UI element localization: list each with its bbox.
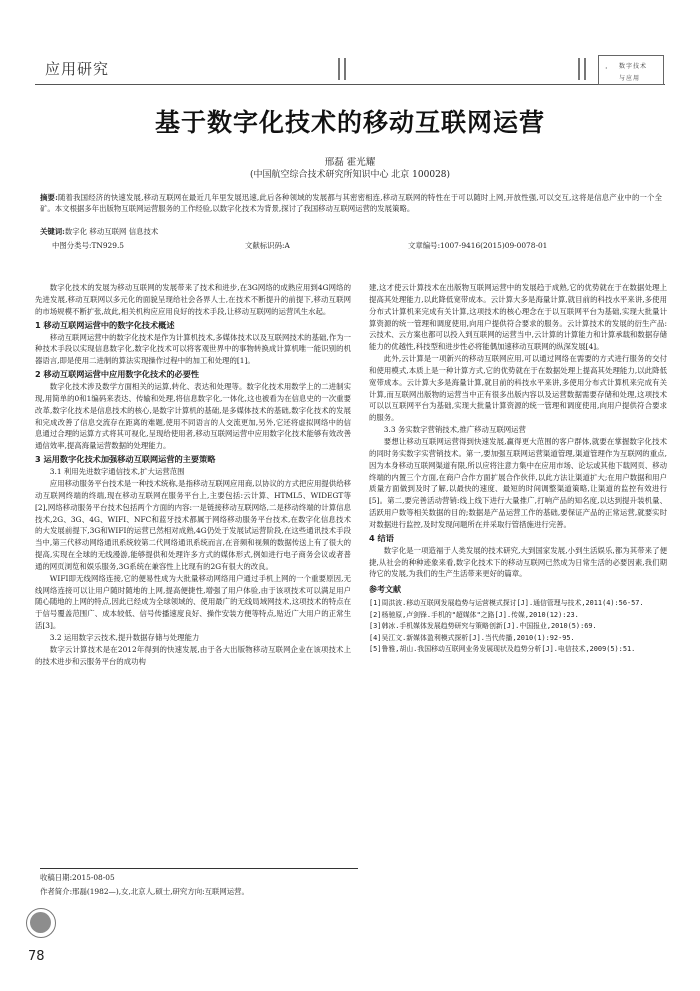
body-paragraph: 建,这才使云计算技术在出版物互联网运营中的发展趋于成熟,它的优势就在于在数据处理上提高其处理能力,以此降低宽带成本。云计算大多是海量计算,就目前的科技水平来讲,多使用分布式计算机来完成有关计算,这项技术的核心理念在于以互联网平台为基础,实现大批量计算资源的统一管理和调度使用,向用户提供符合要求的服务。云计算技术的发展的衍生产品:云技术、云方案也都可以投入到互联网的运营当中,云计算的计算能力和计算承载和数据存储能力的优越性,科技型和进步性必将能偶加速移动互联网的纵深发展[4]。	[369, 283, 667, 352]
page-number: 78	[28, 949, 45, 964]
authors: 邢磊 霍光耀	[324, 157, 376, 168]
abstract-text: 随着我国经济的快速发展,移动互联网在最近几年里发展迅速,此后各种领域的发展都与其密密相连,移动互联网的特性在于可以随时上网,开放性强,可以交互,这将是信息产业中的一个全矿。本文根据多年出版物互联网运营服务的工作经验,以数字化技术为背景,探讨了我国移动互联网运营的发展策略。	[40, 193, 662, 213]
intro-paragraph: 数字化技术的发展为移动互联网的发展带来了技术和进步,在3G网络的成熟应用到4G网络的先进发展,移动互联网以多元化的面貌呈现给社会各界人士,在技术不断提升的前提下,移动互联网的市场规模不断扩张,故此,相关机构应应用良好的技术手段,让移动互联网的运营风生水起。	[35, 283, 351, 316]
reference-item: [1]周洪波.移动互联网发展趋势与运营模式探讨[J].通信管理与技术,2011(4):56-57.	[369, 599, 644, 608]
body-paragraph: 移动互联网运营中的数字化技术是作为计算机技术,多媒体技术以及互联网技术的基础,作为一种技术手段以实现信息数字化,数字化技术可以将客观世界中的事物转换成计算机唯一能识别的机器语言,即是使用二进制的算法实现操作过程中的加工和处理的[1]。	[35, 332, 351, 366]
clc-number: 中图分类号:TN929.5	[52, 241, 124, 250]
reference-item: [3]韩冰.手机媒体发展趋势研究与策略创新[J].中国报业,2010(5):69.	[369, 622, 597, 631]
logo-mark: ·	[605, 64, 608, 73]
body-paragraph: 数字化是一项造福于人类发展的技术研究,大到国家发展,小到生活娱乐,都为其带来了便捷,从社会的种种迹象来看,数字化技术下的移动互联网已然成为日常生活的必要因素,我们期待它的发展,为我们的生产生活带来更好的篇章。	[369, 545, 667, 579]
article-number: 文章编号:1007-9416(2015)09-0078-01	[408, 241, 548, 250]
header-divider	[344, 58, 346, 80]
section-heading: 3 运用数字化技术加强移动互联网运营的主要策略	[35, 454, 216, 465]
reference-item: [5]鲁雅,胡山.我国移动互联网业务发展现状及趋势分析[J].电信技术,2009(5):51.	[369, 645, 636, 654]
keywords	[40, 226, 662, 237]
section-heading: 4 结语	[369, 532, 394, 543]
abstract	[40, 192, 662, 214]
keywords-label: 关键词:	[40, 227, 65, 236]
document-code: 文献标识码:A	[245, 241, 290, 250]
journal-logo	[598, 55, 664, 85]
header-divider	[584, 58, 586, 80]
body-paragraph: 数字云计算技术是在2012年得到的快速发展,由于各大出版物移动互联网企业在该项技术上的技术进步和云服务平台的成功构	[35, 644, 351, 666]
header-rule	[35, 84, 665, 85]
affiliation: (中国航空综合技术研究所知识中心 北京 100028)	[249, 170, 451, 180]
body-paragraph: 此外,云计算是一项新兴的移动互联网应用,可以通过网络在需要的方式进行服务的交付和使用模式,本质上是一种计算方式,它的优势就在于在数据处理上提高其处理能力,以此降低宽带成本。云计算大多是海量计算,就目前的科技水平来讲,多使用分布式计算机来完成有关计算,而互联网出版物的运营当中正有很多出版内容以及运营数据需要存储和处理,这项技术可以以互联网平台为基础,实现大批量计算资源的统一管理和调度使用,向用户提供符合要求的服务。	[369, 354, 667, 423]
header-divider	[578, 58, 580, 80]
body-paragraph: WIFI即无线网络连接,它的便易性成为大批量移动网络用户通过手机上网的一个重要原因,无线网络连接可以让用户随时随地的上网,提高便捷性,增强了用户体验,由于该项技术可以满足用户随心随地的上网的特点,因此已经成为全球领域的、使用最广的无线局域网技术,这项技术的特点在于信号覆盖范围广、成本较低、信号传播速度良好、操作安装方便等特点,贴近广大用户的正常生活[3]。	[35, 573, 351, 631]
logo-line-1: 数字技术	[619, 63, 648, 70]
footnote-rule	[40, 868, 358, 869]
left-column	[35, 282, 351, 860]
body-paragraph: 数字化技术涉及数学方面相关的运算,转化、表达和处理等。数字化技术用数学上的二进制实现,用简单的0和1编码来表达、传输和处理,将信息数字化,一体化,这也被看为在信息史的一次重要改革,数字化技术是信息技术的核心,是数字计算机的基础,是多媒体技术的基础,数字化技术的发展和完成改善了信息交流存在距离的难题,使用不同语言的人交流更加,另外,它还将虚拟网络中的信息通过合理的运算方式将其可视化,呈现给使用者,移动互联网运营中应用数字化技术能够有效改善通信效率,提高海量运营数据的处理能力。	[35, 382, 351, 451]
reference-item: [2]杨驰原,卢剑锋.手机的"超媒体"之路[J].传媒,2010(12):23.	[369, 610, 579, 619]
logo-line-2: 与应用	[619, 75, 641, 82]
journal-seal-icon	[26, 908, 56, 938]
section-heading: 2 移动互联网运营中应用数字化技术的必要性	[35, 369, 200, 380]
references-heading: 参考文献	[369, 585, 401, 595]
header-divider	[338, 58, 340, 80]
right-column	[369, 282, 667, 882]
abstract-label: 摘要:	[40, 193, 58, 202]
subsection-heading: 3.1 利用先进数字通信技术,扩大运营范围	[49, 467, 185, 477]
body-paragraph: 应用移动服务平台技术是一种技术统称,是指移动互联网应用商,以协议的方式把应用提供给移动互联网终端的终端,现在移动互联网在服务平台上,主要包括:云计算、HTML5、WIDEGT等[2],网络移动服务平台技术包括两个方面的内容:一是链接移动互联网络,二是移动终端的计算信息技术,2G、3G、4G、WIFI、NFC和蓝牙技术都属于网络移动服务平台技术,在数字化信息技术的大发展前提下,3G和WIFI的运营已然相对成熟,4G仍处于发展试运营阶段,在这些通讯技术手段当中,第三代移动网络通讯系统较第二代网络通讯系统而言,在音频和视频的数据传送上有了很大的提高,实现在全球的无线漫游,能够提供和处理许多方式的媒体形式,例如进行电子商务会议或者普通的网页浏览和娱乐服务,3G系统在兼容性上比现有的2G有很大的改良。	[35, 478, 351, 571]
body-paragraph: 要想让移动互联网运营得到快速发展,赢得更大范围的客户群体,就要在掌握数字化技术的同时务实数字实营销技术。第一,要加强互联网运营渠道管理,渠道管理作为互联网的重点,因为本身移动互联网渠道有限,所以应将注意力集中在应用市场、论坛或其他下载网页、移动终端的内置三个方面,在商户合作方面扩展合作伙伴,以此方法让渠道扩大;在用户数据和用户质量方面做到及时了解,以最快的速度、最短的时间调整渠道策略,让渠道的监控有效进行[5]。第二,要完善活动营销:线上线下进行大量推广,打响产品的知名度,以达到提升装机量、活跃用户数等相关数据的目的;数据是产品运营工作的基础,要保证产品的正常运营,就要实时对数据进行监控,及时发现问题所在并采取行管措施进行完善。	[369, 436, 667, 529]
section-label: 应用研究	[45, 60, 110, 78]
section-heading: 1 移动互联网运营中的数字化技术概述	[35, 319, 175, 330]
received-date: 收稿日期:2015-08-05	[40, 873, 115, 882]
keywords-text: 数字化 移动互联网 信息技术	[64, 227, 159, 236]
subsection-heading: 3.3 务实数字营销技术,推广移动互联网运营	[383, 425, 526, 435]
paper-title: 基于数字化技术的移动互联网运营	[154, 108, 545, 137]
author-bio: 作者简介:邢磊(1982—),女,北京人,硕士,研究方向:互联网运营。	[40, 887, 249, 896]
subsection-heading: 3.2 运用数字云技术,提升数据存储与处理能力	[49, 632, 200, 642]
reference-item: [4]吴江文.新媒体盈利模式探析[J].当代传播,2010(1):92-95.	[369, 633, 575, 642]
